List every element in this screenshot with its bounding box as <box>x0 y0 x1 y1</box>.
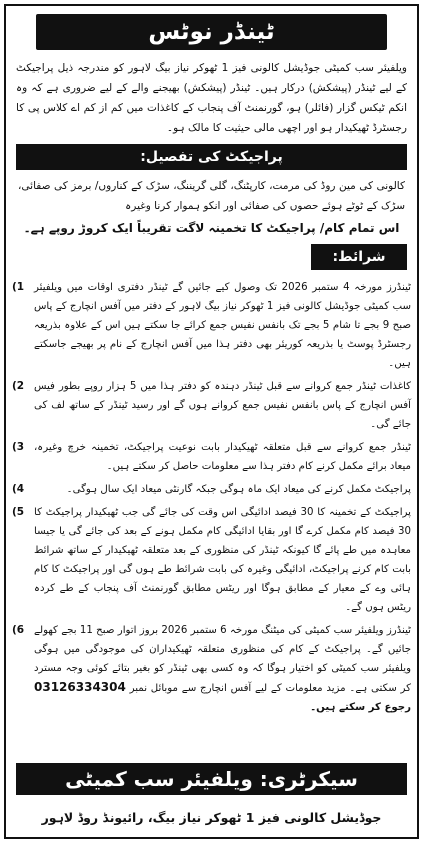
condition-item <box>12 377 411 434</box>
condition-text: پراجیکٹ کے تخمینہ کا 30 فیصد ادائیگی اس وقت کی جائے گی جب ٹھیکیدار پراجیکٹ کا 30 فیصد کام مکمل کرے گا اور بقایا ادائیگی کام مکمل ہونے کے بعد کی جائے گی یا جیسا معاہدہ میں طے پائے گا کیونکہ ٹینڈر کی منظوری کے بعد متعلقہ ٹھیکیدار کے ساتھ شرائط بابت کام کرنے پراجیکٹ، ادائیگی وغیرہ کی بابت شرائط طے ہوں گی اور پراجیکٹ کا کام ہائی وے کے معیار کے مطابق ہوگا اور ریٹس مطابق گورنمنٹ آف پنجاب کے طے کردہ ریٹس ہوں گے۔ <box>34 507 411 613</box>
conditions-list <box>12 278 411 717</box>
secretary-title: سیکرٹری: ویلفیئر سب کمیٹی <box>16 763 407 795</box>
condition-number: (5 <box>12 506 25 518</box>
condition-text: ٹینڈرز مورخہ 4 ستمبر 2026 تک وصول کیے جائیں گے ٹینڈر دفتری اوقات میں ویلفیئر سب کمیٹی جوڈیشل کالونی فیز 1 ٹھوکر نیاز بیگ لاہور کے دفتر میں آفس انچارج کے پاس صبح 9 بجے تا شام 5 بجے تک بانفس نفیس جمع کرائے جا سکتے ہیں اس کے علاوہ بذریعہ رجسٹرڈ پوسٹ یا بذریعہ کوریئر بھی دفتر ہذا میں آفس انچارج کے نام پر بھیجے جاسکتے ہیں۔ <box>34 282 411 369</box>
conditions-heading: شرائط: <box>311 244 407 270</box>
condition-item <box>12 438 411 476</box>
condition-text <box>34 621 411 717</box>
project-details-heading: پراجیکٹ کی تفصیل: <box>16 144 407 170</box>
condition-number: (4 <box>12 483 25 495</box>
office-phone-number[interactable]: 03126334304 <box>34 680 126 694</box>
condition-number: (6 <box>12 624 25 636</box>
condition-text: کاغذات ٹینڈر جمع کروانے سے قبل ٹینڈر دہندہ کو دفتر ہذا میں 5 ہزار روپے بطور فیس آفس انچارج کے پاس بانفس نفیس جمع کروانے ہوں گے اور رسید ٹینڈر کے ساتھ لف کی جائے گی۔ <box>34 381 411 430</box>
project-cost: اس تمام کام/ پراجیکٹ کا تخمینہ لاگت تقریباً ایک کروڑ روپے ہے۔ <box>23 221 400 235</box>
condition-item <box>12 278 411 373</box>
condition-text: پراجیکٹ مکمل کرنے کی میعاد ایک ماہ ہوگی جبکہ گارنٹی میعاد ایک سال ہوگی۔ <box>66 484 411 495</box>
condition-item <box>12 621 411 717</box>
condition-number: (3 <box>12 441 25 453</box>
condition-item <box>12 503 411 617</box>
project-description: کالونی کی مین روڈ کی مرمت، کارپٹنگ، گلی گریننگ، سڑک کے کناروں/ برمز کی صفائی، سڑک کے ٹوٹے ہوئے حصوں کی صفائی اور انکو ہموار کرنا وغیرہ <box>18 180 405 212</box>
committee-address: جوڈیشل کالونی فیز 1 ٹھوکر نیاز بیگ، رائیونڈ روڈ لاہور <box>41 810 382 825</box>
intro-paragraph: ویلفیئر سب کمیٹی جوڈیشل کالونی فیز 1 ٹھوکر نیاز بیگ لاہور کو مندرجہ ذیل پراجیکٹ کے لیے ٹینڈر (پیشکش) درکار ہیں۔ ٹینڈر (پیشکش) بھیجنے والے کے لیے ضروری ہے کہ وہ انکم ٹیکس گزار (فائلر) ہو، گورنمنٹ آف پنجاب کے کاغذات میں کم از کم اے کلاس پی کا رجسٹرڈ ٹھیکیدار ہو اور اچھی مالی حیثیت کا مالک ہو۔ <box>16 62 408 134</box>
condition-6-text: ٹینڈرز ویلفیئر سب کمیٹی کی میٹنگ مورخہ 6 ستمبر 2026 بروز اتوار صبح 11 بجے کھولے جائیں گے۔ پراجیکٹ کے کام کی منظوری متعلقہ ٹھیکیداران کی موجودگی میں ہوگی ویلفیئر سب کمیٹی کو اختیار ہوگا کہ وہ کسی بھی ٹینڈر کو بغیر بتائے کوئی وجہ مسترد کر سکتی ہے۔ مزید معلومات کے لیے آفس انچارج سے موبائل نمبر <box>34 625 412 694</box>
notice-title: ٹینڈر نوٹس <box>36 14 387 50</box>
phone-suffix: رجوع کر سکتے ہیں۔ <box>310 702 411 713</box>
condition-item <box>12 480 411 499</box>
condition-number: (2 <box>12 380 25 392</box>
condition-text: ٹینڈر جمع کروانے سے قبل متعلقہ ٹھیکیدار بابت نوعیت پراجیکٹ، تخمینہ خرچ وغیرہ، میعاد برائے مکمل کرنے کام دفتر ہذا سے معلومات حاصل کر سکتے ہیں۔ <box>34 442 411 472</box>
condition-number: (1 <box>12 281 25 293</box>
tender-notice-page <box>4 4 419 839</box>
